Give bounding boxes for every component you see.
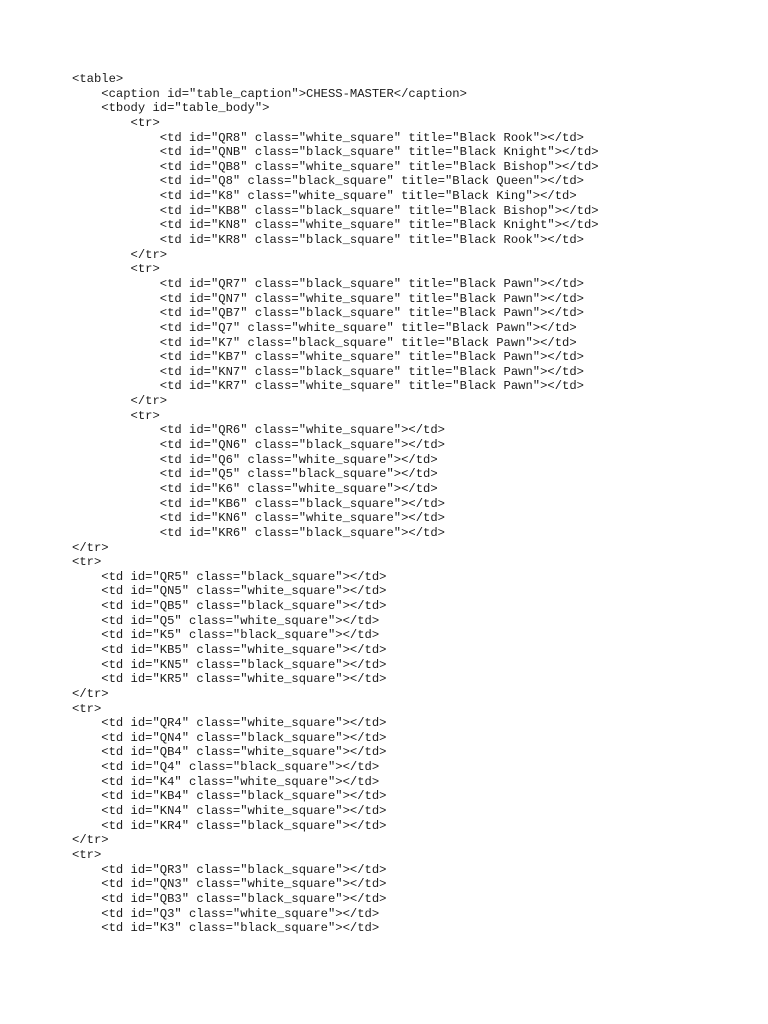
code-line: <td id="QR8" class="white_square" title="Black Rook"></td>	[72, 130, 584, 145]
code-line: <td id="Q3" class="white_square"></td>	[72, 906, 380, 921]
code-line: <td id="K8" class="white_square" title="Black King"></td>	[72, 189, 577, 204]
code-line: <td id="QR3" class="black_square"></td>	[72, 862, 387, 877]
code-line: <td id="QR4" class="white_square"></td>	[72, 716, 387, 731]
code-line: <td id="KR7" class="white_square" title="Black Pawn"></td>	[72, 379, 584, 394]
code-line: <td id="QR7" class="black_square" title="Black Pawn"></td>	[72, 276, 584, 291]
code-line: <table>	[72, 72, 124, 86]
code-line: </tr>	[72, 247, 168, 262]
code-line: <tr>	[72, 115, 160, 130]
code-line: <td id="KR4" class="black_square"></td>	[72, 818, 387, 833]
code-line: <td id="QB8" class="white_square" title="Black Bishop"></td>	[72, 159, 599, 174]
code-line: </tr>	[72, 394, 168, 409]
code-line: <td id="KR8" class="black_square" title="Black Rook"></td>	[72, 233, 584, 248]
code-line: <td id="KB7" class="white_square" title="Black Pawn"></td>	[72, 350, 584, 365]
code-line: </tr>	[72, 833, 109, 848]
code-line: </tr>	[72, 686, 109, 701]
code-line: <td id="KR6" class="black_square"></td>	[72, 525, 445, 540]
code-line: <td id="KN7" class="black_square" title="Black Pawn"></td>	[72, 364, 584, 379]
code-line: <tr>	[72, 701, 102, 716]
code-line: <td id="Q5" class="black_square"></td>	[72, 467, 438, 482]
code-line: <td id="Q5" class="white_square"></td>	[72, 613, 380, 628]
code-line: <td id="KB8" class="black_square" title="Black Bishop"></td>	[72, 203, 599, 218]
code-line: <td id="QN5" class="white_square"></td>	[72, 584, 387, 599]
code-line: <td id="QN6" class="black_square"></td>	[72, 438, 445, 453]
code-line: <tbody id="table_body">	[72, 101, 270, 116]
code-line: <td id="K4" class="white_square"></td>	[72, 774, 380, 789]
code-line: <tr>	[72, 847, 102, 862]
code-document	[72, 72, 752, 936]
code-line: <td id="Q8" class="black_square" title="Black Queen"></td>	[72, 174, 584, 189]
code-line: <td id="K5" class="black_square"></td>	[72, 628, 380, 643]
code-line: <td id="QR6" class="white_square"></td>	[72, 423, 445, 438]
code-line: <td id="KB4" class="black_square"></td>	[72, 789, 387, 804]
code-line: <tr>	[72, 555, 102, 570]
code-line: <tr>	[72, 262, 160, 277]
code-line: <td id="KB6" class="black_square"></td>	[72, 496, 445, 511]
code-line: <td id="QN7" class="white_square" title="Black Pawn"></td>	[72, 291, 584, 306]
code-line: <td id="K6" class="white_square"></td>	[72, 481, 438, 496]
code-line: <td id="QB3" class="black_square"></td>	[72, 891, 387, 906]
code-line: <td id="QR5" class="black_square"></td>	[72, 569, 387, 584]
code-line: <td id="Q7" class="white_square" title="Black Pawn"></td>	[72, 320, 577, 335]
code-line: <td id="KN6" class="white_square"></td>	[72, 511, 445, 526]
code-line: <td id="QN4" class="black_square"></td>	[72, 730, 387, 745]
code-line: <td id="K3" class="black_square"></td>	[72, 921, 380, 936]
code-line: <td id="KB5" class="white_square"></td>	[72, 642, 387, 657]
code-line: <tr>	[72, 408, 160, 423]
code-line: <td id="K7" class="black_square" title="Black Pawn"></td>	[72, 335, 577, 350]
code-line: <td id="QN3" class="white_square"></td>	[72, 877, 387, 892]
code-line: <td id="KN5" class="black_square"></td>	[72, 657, 387, 672]
code-line: </tr>	[72, 540, 109, 555]
code-line: <td id="Q6" class="white_square"></td>	[72, 452, 438, 467]
code-line: <td id="KN8" class="white_square" title="Black Knight"></td>	[72, 218, 599, 233]
code-line: <td id="QB4" class="white_square"></td>	[72, 745, 387, 760]
code-line: <td id="QNB" class="black_square" title="Black Knight"></td>	[72, 145, 599, 160]
code-line: <td id="QB5" class="black_square"></td>	[72, 599, 387, 614]
code-line: <caption id="table_caption">CHESS-MASTER</caption>	[72, 86, 467, 101]
code-line: <td id="QB7" class="black_square" title="Black Pawn"></td>	[72, 306, 584, 321]
code-line: <td id="KR5" class="white_square"></td>	[72, 672, 387, 687]
code-line: <td id="KN4" class="white_square"></td>	[72, 804, 387, 819]
code-line: <td id="Q4" class="black_square"></td>	[72, 760, 380, 775]
